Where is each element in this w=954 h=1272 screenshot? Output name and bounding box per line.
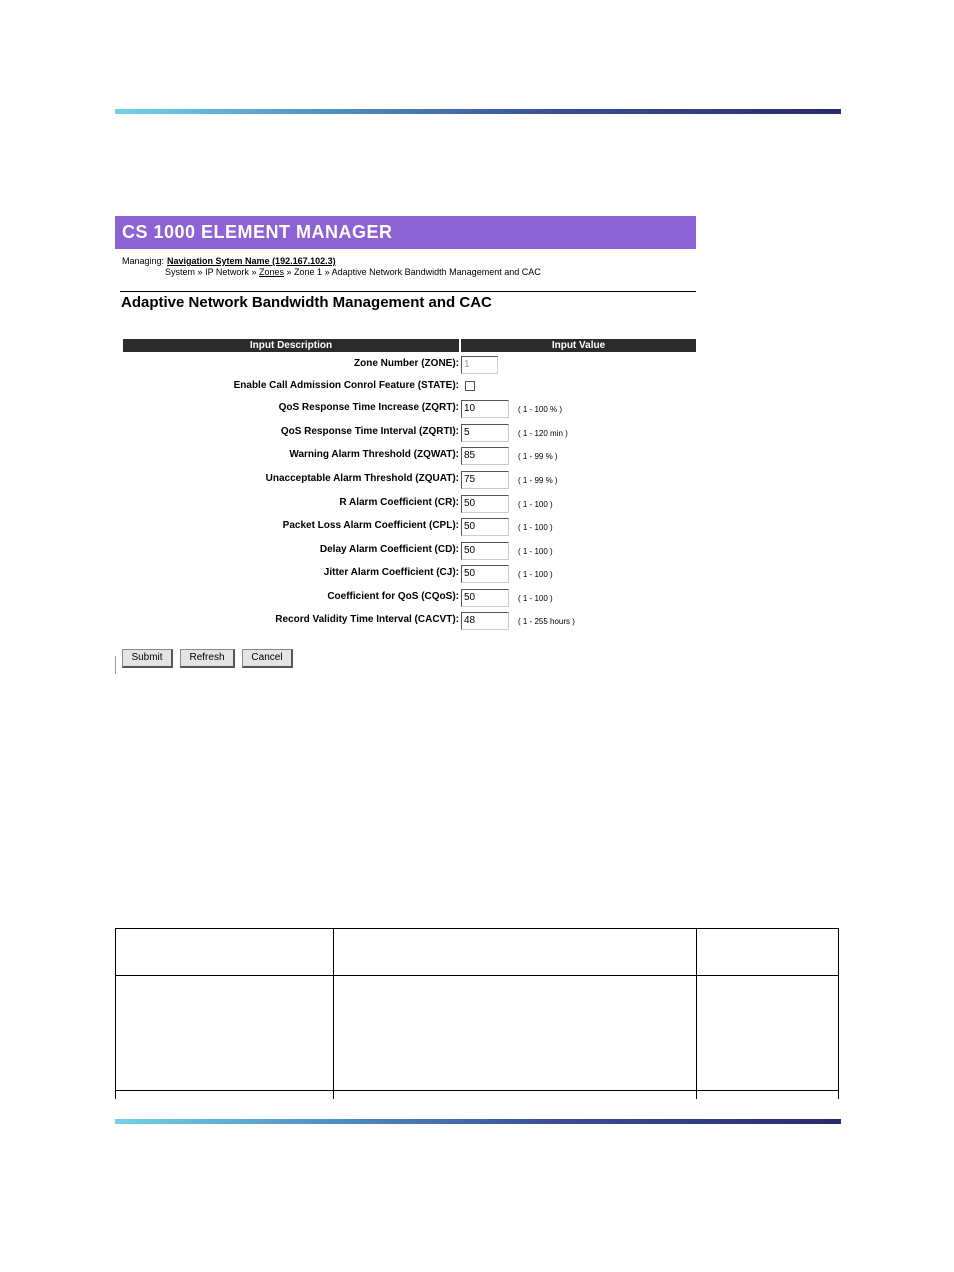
managing-label: Managing: — [122, 256, 165, 266]
zone-number-input: 1 — [461, 356, 498, 374]
breadcrumb-current: Adaptive Network Bandwidth Management and CAC — [331, 267, 541, 277]
table-cell — [697, 929, 839, 976]
app-title: CS 1000 ELEMENT MANAGER — [122, 222, 393, 242]
field-label: Warning Alarm Threshold (ZQWAT): — [289, 449, 459, 460]
cqos-input[interactable]: 50 — [461, 589, 509, 607]
range-hint: ( 1 - 100 ) — [518, 500, 553, 509]
bottom-gradient-bar — [115, 1119, 841, 1124]
range-hint: ( 1 - 100 ) — [518, 523, 553, 532]
frame-edge — [115, 656, 116, 674]
field-row-cqos — [115, 589, 696, 607]
table-cell — [334, 1091, 697, 1099]
field-label: R Alarm Coefficient (CR): — [339, 497, 459, 508]
range-hint: ( 1 - 100 ) — [518, 570, 553, 579]
submit-button[interactable]: Submit — [122, 649, 173, 668]
field-row-zqrti — [115, 424, 696, 442]
field-row-state — [115, 378, 696, 396]
field-row-zquat — [115, 471, 696, 489]
range-hint: ( 1 - 99 % ) — [518, 476, 558, 485]
managed-system-link[interactable]: Navigation Sytem Name (192.167.102.3) — [167, 256, 336, 266]
range-hint: ( 1 - 120 min ) — [518, 429, 568, 438]
table-cell — [116, 1091, 334, 1099]
range-hint: ( 1 - 255 hours ) — [518, 617, 575, 626]
breadcrumb-separator: » — [197, 267, 203, 277]
field-label: Packet Loss Alarm Coefficient (CPL): — [282, 520, 459, 531]
breadcrumb-ip-network: IP Network — [205, 267, 249, 277]
range-hint: ( 1 - 100 ) — [518, 594, 553, 603]
breadcrumb-separator: » — [251, 267, 257, 277]
page-title: Adaptive Network Bandwidth Management and CAC — [121, 294, 492, 311]
breadcrumb-zone: Zone 1 — [294, 267, 323, 277]
field-label: Record Validity Time Interval (CACVT): — [275, 614, 459, 625]
zqrt-input[interactable]: 10 — [461, 400, 509, 418]
cj-input[interactable]: 50 — [461, 565, 509, 583]
zquat-input[interactable]: 75 — [461, 471, 509, 489]
field-row-zqrt — [115, 400, 696, 418]
table-row — [116, 1091, 839, 1099]
field-label: Enable Call Admission Conrol Feature (STATE): — [233, 380, 459, 391]
field-label: Zone Number (ZONE): — [354, 358, 459, 369]
field-row-cr — [115, 495, 696, 513]
table-cell — [116, 929, 334, 976]
table-cell — [116, 976, 334, 1091]
field-row-zqwat — [115, 447, 696, 465]
breadcrumb-zones-link[interactable]: Zones — [258, 267, 284, 277]
element-manager-screenshot — [115, 216, 696, 674]
field-label: QoS Response Time Increase (ZQRT): — [278, 402, 459, 413]
field-label: Coefficient for QoS (CQoS): — [327, 591, 459, 602]
cpl-input[interactable]: 50 — [461, 518, 509, 536]
field-row-cpl — [115, 518, 696, 536]
table-cell — [697, 976, 839, 1091]
cancel-button[interactable]: Cancel — [242, 649, 293, 668]
breadcrumb-separator: » — [286, 267, 292, 277]
column-header-description: Input Description — [123, 339, 459, 352]
enable-cac-checkbox[interactable] — [465, 381, 475, 391]
range-hint: ( 1 - 99 % ) — [518, 452, 558, 461]
top-gradient-bar — [115, 109, 841, 114]
range-hint: ( 1 - 100 ) — [518, 547, 553, 556]
zqwat-input[interactable]: 85 — [461, 447, 509, 465]
field-row-cd — [115, 542, 696, 560]
breadcrumb — [165, 267, 541, 277]
table-cell — [697, 1091, 839, 1099]
table-cell — [334, 976, 697, 1091]
managing-line — [122, 256, 336, 266]
app-header — [115, 216, 696, 249]
field-row-cj — [115, 565, 696, 583]
range-hint: ( 1 - 100 % ) — [518, 405, 563, 414]
field-row-zone — [115, 356, 696, 374]
field-row-cacvt — [115, 612, 696, 630]
cd-input[interactable]: 50 — [461, 542, 509, 560]
table-cell — [334, 929, 697, 976]
table-row — [116, 929, 839, 976]
field-label: Jitter Alarm Coefficient (CJ): — [323, 567, 459, 578]
cr-input[interactable]: 50 — [461, 495, 509, 513]
refresh-button[interactable]: Refresh — [180, 649, 235, 668]
field-label: Unacceptable Alarm Threshold (ZQUAT): — [265, 473, 459, 484]
zqrti-input[interactable]: 5 — [461, 424, 509, 442]
field-label: QoS Response Time Interval (ZQRTI): — [280, 426, 459, 437]
document-table — [115, 928, 839, 1099]
breadcrumb-separator: » — [324, 267, 330, 277]
breadcrumb-system: System — [165, 267, 196, 277]
table-row — [116, 976, 839, 1091]
column-header-value: Input Value — [461, 339, 696, 352]
cacvt-input[interactable]: 48 — [461, 612, 509, 630]
field-label: Delay Alarm Coefficient (CD): — [319, 544, 459, 555]
title-divider — [120, 291, 696, 292]
